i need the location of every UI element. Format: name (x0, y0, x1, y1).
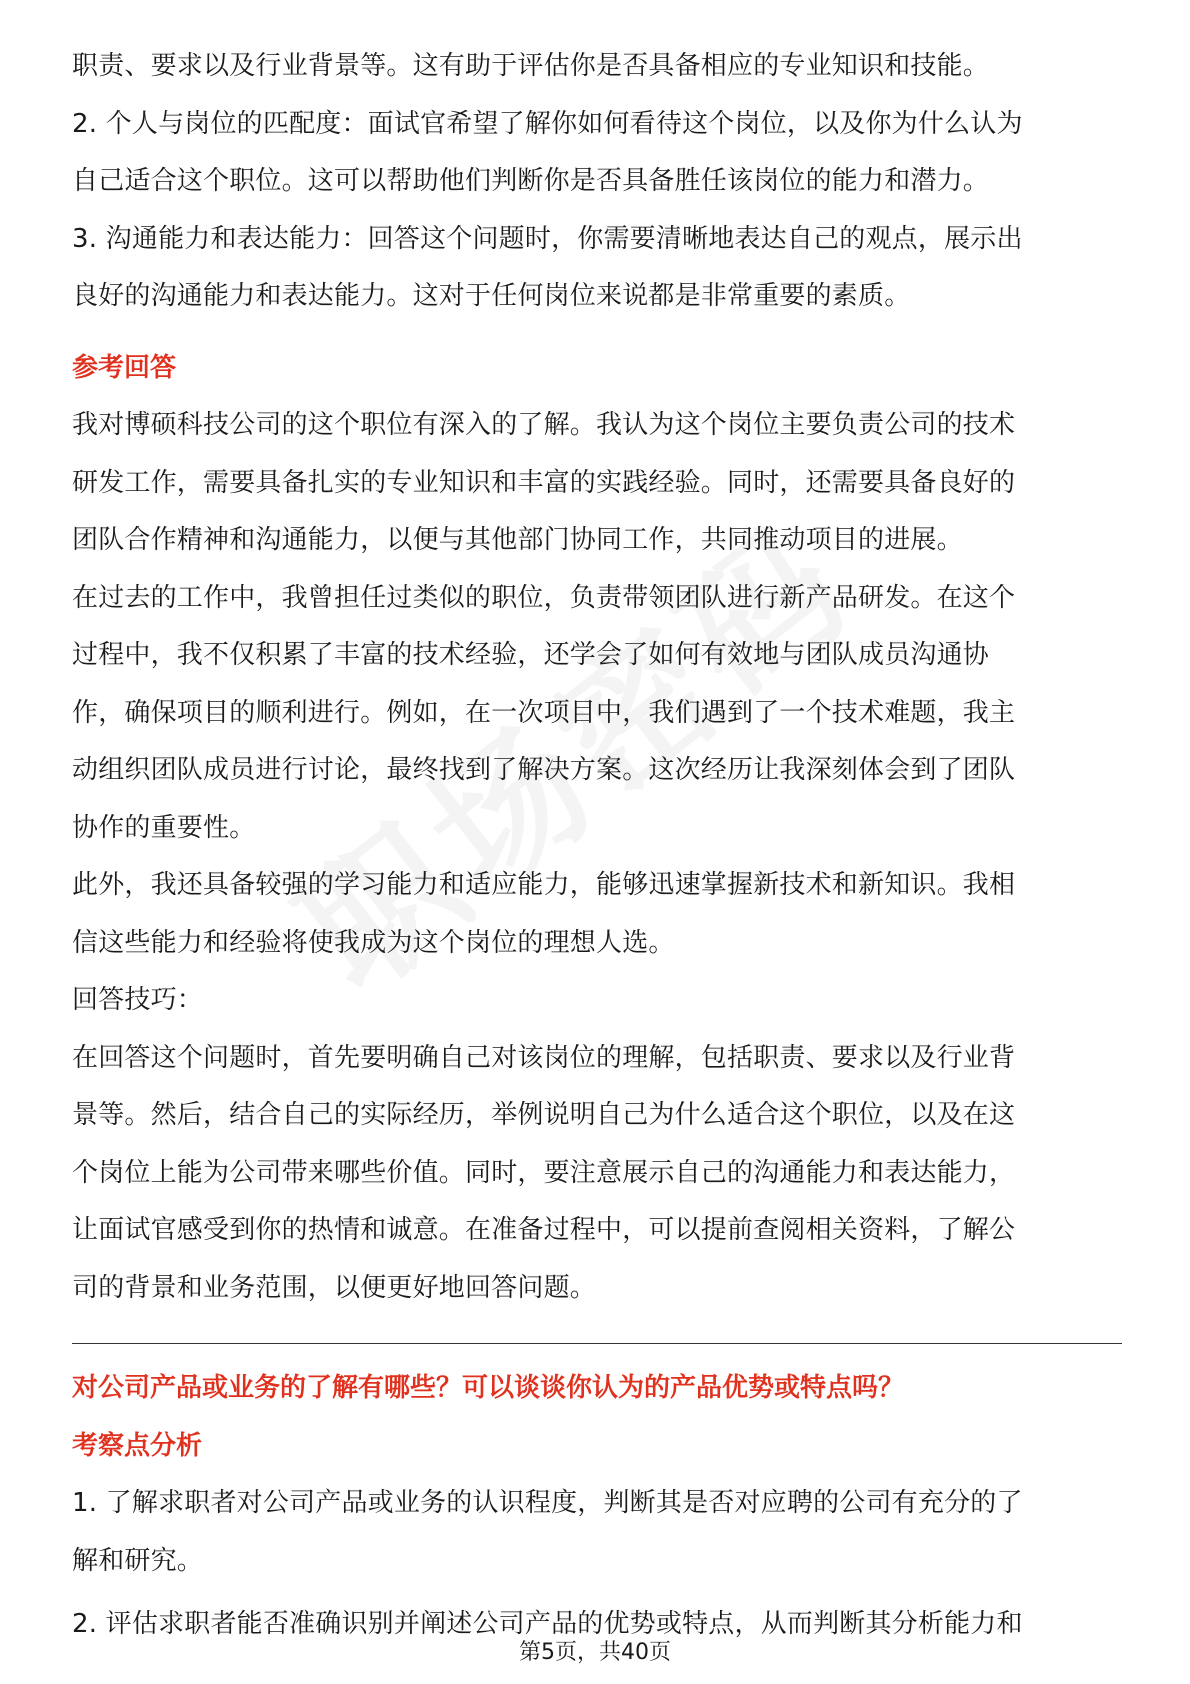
paragraph-line: 作，确保项目的顺利进行。例如，在一次项目中，我们遇到了一个技术难题，我主 (72, 697, 1016, 728)
paragraph-line: 3. 沟通能力和表达能力：回答这个问题时，你需要清晰地表达自己的观点，展示出 (72, 223, 1023, 254)
paragraph-line: 让面试官感受到你的热情和诚意。在准备过程中，可以提前查阅相关资料，了解公 (72, 1215, 1016, 1245)
paragraph-line: 在过去的工作中，我曾担任过类似的职位，负责带领团队进行新产品研发。在这个 (72, 582, 1016, 613)
answer-tips-label: 回答技巧： (72, 985, 204, 1015)
paragraph-line: 良好的沟通能力和表达能力。这对于任何岗位来说都是非常重要的素质。 (72, 281, 911, 311)
paragraph-line: 动组织团队成员进行讨论，最终找到了解决方案。这次经历让我深刻体会到了团队 (72, 755, 1016, 785)
paragraph-line: 个岗位上能为公司带来哪些价值。同时，要注意展示自己的沟通能力和表达能力， (72, 1157, 1016, 1188)
paragraph-line: 司的背景和业务范围，以便更好地回答问题。 (72, 1272, 597, 1303)
page-number: 第5页，共40页 (519, 1640, 671, 1665)
paragraph-line: 此外，我还具备较强的学习能力和适应能力，能够迅速掌握新技术和新知识。我相 (72, 870, 1016, 900)
paragraph-line: 研发工作，需要具备扎实的专业知识和丰富的实践经验。同时，还需要具备良好的 (72, 467, 1016, 498)
reference-answer-body (72, 397, 1122, 1317)
section-divider (72, 1343, 1122, 1344)
analysis-heading: 考察点分析 (72, 1430, 203, 1461)
paragraph-line: 过程中，我不仅积累了丰富的技术经验，还学会了如何有效地与团队成员沟通协 (72, 640, 990, 670)
paragraph-line: 1. 了解求职者对公司产品或业务的认识程度，判断其是否对应聘的公司有充分的了 (72, 1488, 1023, 1518)
reference-answer-heading: 参考回答 (72, 352, 177, 383)
paragraph-line: 自己适合这个职位。这可以帮助他们判断你是否具备胜任该岗位的能力和潜力。 (72, 166, 990, 196)
paragraph-line: 2. 个人与岗位的匹配度：面试官希望了解你如何看待这个岗位，以及你为什么认为 (72, 108, 1023, 139)
paragraph-line: 协作的重要性。 (72, 812, 256, 843)
question-title: 对公司产品或业务的了解有哪些？可以谈谈你认为的产品优势或特点吗？ (72, 1373, 905, 1403)
paragraph-line: 在回答这个问题时，首先要明确自己对该岗位的理解，包括职责、要求以及行业背 (72, 1042, 1016, 1073)
paragraph-line: 2. 评估求职者能否准确识别并阐述公司产品的优势或特点，从而判断其分析能力和 (72, 1609, 1023, 1639)
document-page (72, 38, 1122, 1654)
paragraph-line: 我对博硕科技公司的这个职位有深入的了解。我认为这个岗位主要负责公司的技术 (72, 410, 1016, 440)
paragraph-line: 解和研究。 (72, 1545, 204, 1576)
analysis-body (72, 1475, 1122, 1654)
section1-body (72, 38, 1122, 326)
paragraph-line: 团队合作精神和沟通能力，以便与其他部门协同工作，共同推动项目的进展。 (72, 525, 963, 555)
paragraph-line: 景等。然后，结合自己的实际经历，举例说明自己为什么适合这个职位，以及在这 (72, 1100, 1016, 1130)
paragraph-line: 信这些能力和经验将使我成为这个岗位的理想人选。 (72, 927, 675, 958)
paragraph-line: 职责、要求以及行业背景等。这有助于评估你是否具备相应的专业知识和技能。 (72, 51, 990, 81)
